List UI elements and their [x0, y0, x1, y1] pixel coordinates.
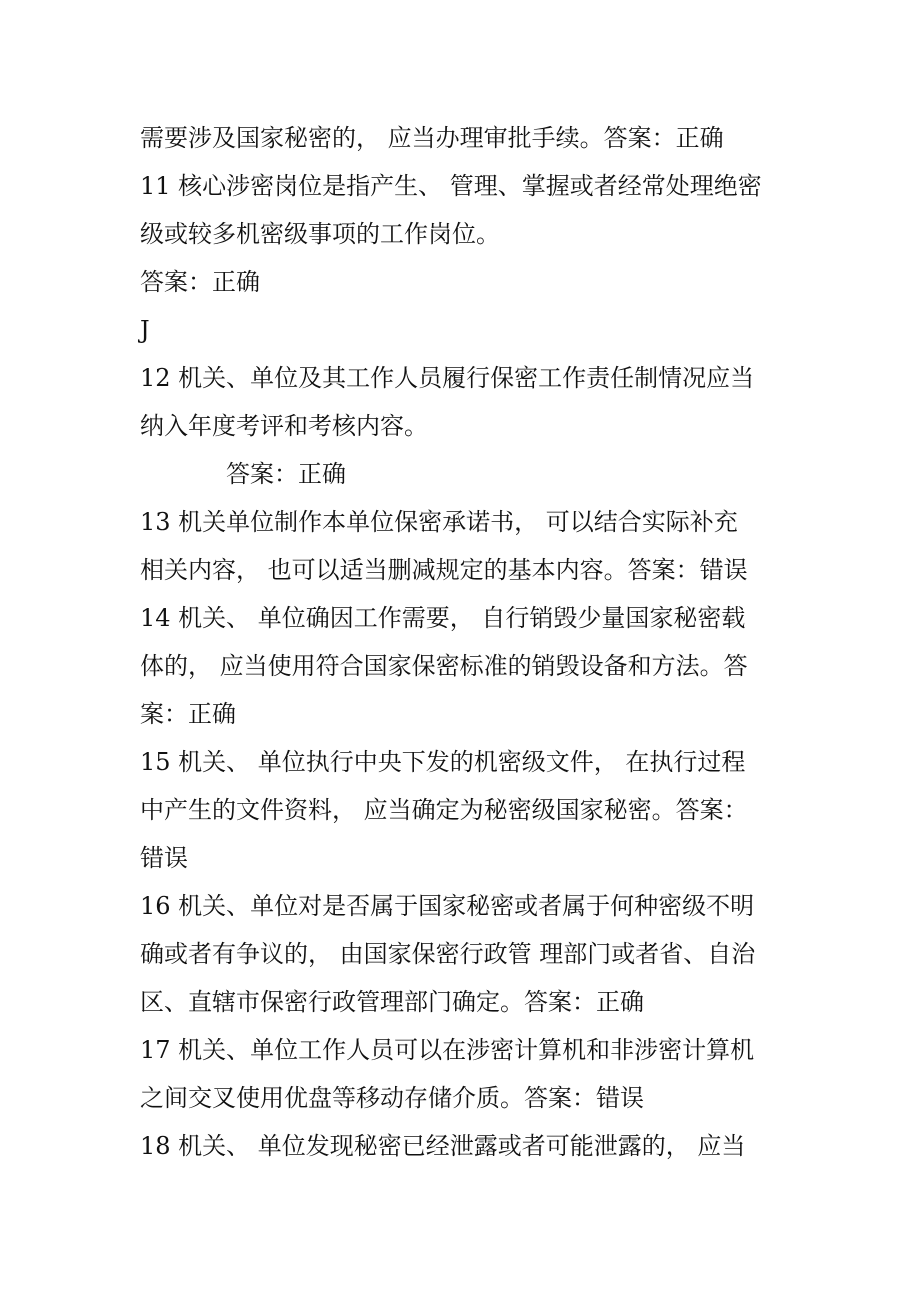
question-13-line-1: 13 机关单位制作本单位保密承诺书， 可以结合实际补充 [140, 508, 738, 536]
question-14-line-2: 体的， 应当使用符合国家保密标准的销毁设备和方法。答 [140, 652, 748, 680]
question-11-answer: 答案：正确 [140, 268, 260, 296]
stray-mark: J [140, 316, 150, 344]
question-17-line-1: 17 机关、单位工作人员可以在涉密计算机和非涉密计算机 [140, 1036, 755, 1064]
question-12-line-1: 12 机关、单位及其工作人员履行保密工作责任制情况应当 [140, 364, 755, 392]
question-15-line-3: 错误 [140, 844, 188, 872]
question-12-answer: 答案：正确 [226, 460, 346, 488]
question-16-line-2: 确或者有争议的， 由国家保密行政管 理部门或者省、自治 [140, 940, 756, 968]
question-15-line-1: 15 机关、 单位执行中央下发的机密级文件， 在执行过程 [140, 748, 746, 776]
question-11-line-2: 级或较多机密级事项的工作岗位。 [140, 220, 500, 248]
question-12-line-2: 纳入年度考评和考核内容。 [140, 412, 428, 440]
question-11-line-1: 11 核心涉密岗位是指产生、 管理、掌握或者经常处理绝密 [140, 172, 762, 200]
question-15-line-2: 中产生的文件资料， 应当确定为秘密级国家秘密。答案： [140, 796, 748, 824]
question-16-line-1: 16 机关、单位对是否属于国家秘密或者属于何种密级不明 [140, 892, 755, 920]
question-14-line-3: 案：正确 [140, 700, 236, 728]
question-16-line-3: 区、直辖市保密行政管理部门确定。答案：正确 [140, 988, 644, 1016]
document-body [140, 114, 790, 1170]
text-line-1: 需要涉及国家秘密的， 应当办理审批手续。答案：正确 [140, 124, 724, 152]
question-14-line-1: 14 机关、 单位确因工作需要， 自行销毁少量国家秘密载 [140, 604, 746, 632]
question-17-line-2: 之间交叉使用优盘等移动存储介质。答案：错误 [140, 1084, 644, 1112]
question-18-line-1: 18 机关、 单位发现秘密已经泄露或者可能泄露的， 应当 [140, 1132, 746, 1160]
question-13-line-2: 相关内容， 也可以适当删减规定的基本内容。答案：错误 [140, 556, 748, 584]
